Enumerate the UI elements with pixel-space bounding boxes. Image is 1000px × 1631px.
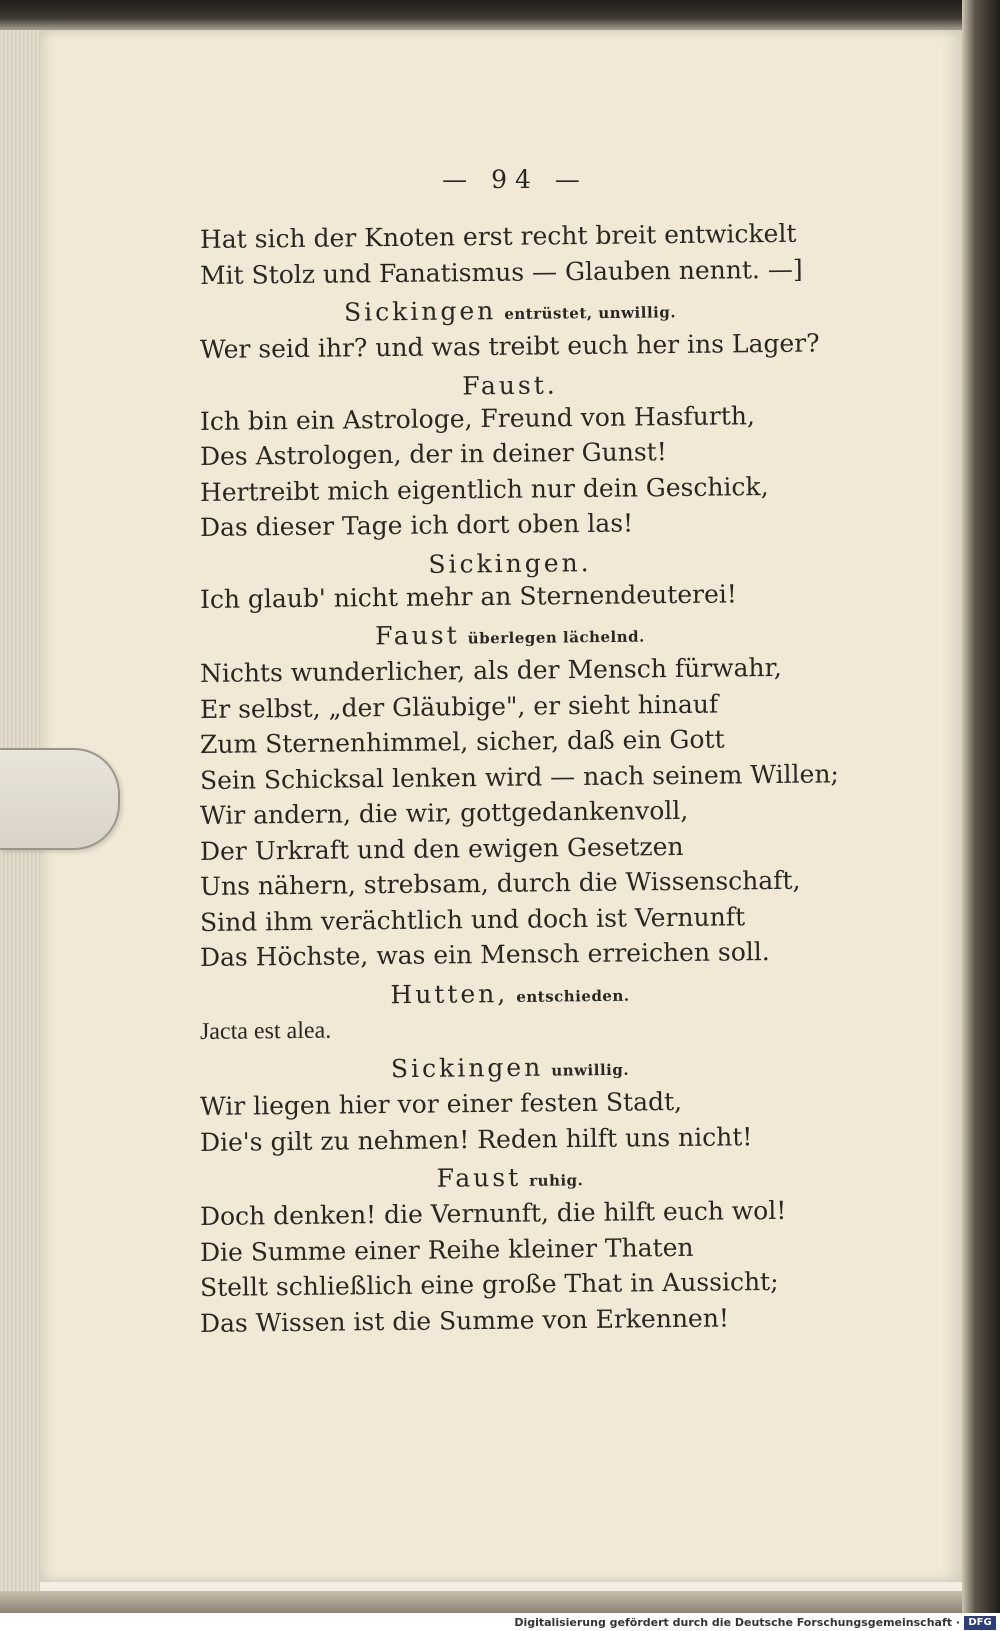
verse-line: Hat sich der Knoten erst recht breit entwickelt — [199, 218, 797, 254]
bookmark-tab — [0, 748, 120, 850]
verse-line: Die's gilt zu nehmen! Reden hilft uns nicht! — [199, 1121, 753, 1157]
verse-line: Das Höchste, was ein Mensch erreichen soll. — [199, 937, 770, 972]
book-cover-edge — [962, 0, 1000, 1631]
footer-bar — [0, 1613, 1000, 1631]
book-top-edge — [0, 0, 962, 30]
verse-line: Sein Schicksal lenken wird — nach seinem Willen; — [199, 758, 840, 795]
verse-line: Wir liegen hier vor einer festen Stadt, — [199, 1086, 683, 1121]
speaker-name: Sickingen. — [428, 547, 592, 579]
verse-line: Hertreibt mich eigentlich nur dein Geschick, — [199, 471, 769, 507]
verse-line: Wer seid ihr? und was treibt euch her ins Lager? — [199, 328, 820, 364]
speaker-name: Faust. — [462, 370, 558, 400]
speaker-name: Faust — [375, 620, 460, 651]
verse-line: Nichts wunderlicher, als der Mensch fürwahr, — [199, 652, 782, 688]
verse-line: Ich glaub' nicht mehr an Sternendeuterei! — [199, 578, 737, 614]
verse-line: Mit Stolz und Fanatismus — Glauben nennt. —] — [199, 254, 803, 290]
verse-line: Die Summe einer Reihe kleiner Thaten — [199, 1232, 694, 1267]
stage-direction: entschieden. — [516, 986, 630, 1006]
speaker-name: Sickingen — [343, 296, 497, 327]
verse-line: Das dieser Tage ich dort oben las! — [199, 508, 634, 542]
speaker-name: Hutten, — [390, 978, 509, 1009]
book-bottom-edge — [0, 1591, 962, 1613]
dfg-logo: DFG — [964, 1616, 996, 1630]
verse-line: Das Wissen ist die Summe von Erkennen! — [199, 1302, 730, 1338]
verse-line: Sind ihm verächtlich und doch ist Vernunft — [199, 901, 746, 937]
speaker-name: Faust — [436, 1162, 522, 1193]
verse-line: Der Urkraft und den ewigen Gesetzen — [199, 831, 684, 866]
verse-line: Ich bin ein Astrologe, Freund von Hasfurth, — [199, 400, 756, 436]
verse-line: Stellt schließlich eine große That in Aussicht; — [199, 1266, 779, 1302]
stage-direction: überlegen lächelnd. — [467, 627, 645, 648]
page-text — [199, 218, 840, 1341]
stage-direction: entrüstet, unwillig. — [504, 303, 677, 324]
stage-direction: unwillig. — [551, 1060, 630, 1080]
verse-line: Er selbst, „der Gläubige", er sieht hinauf — [199, 689, 719, 724]
verse-line: Zum Sternenhimmel, sicher, daß ein Gott — [199, 724, 725, 759]
verse-line: Jacta est alea. — [199, 1017, 332, 1045]
verse-line: Des Astrologen, der in deiner Gunst! — [199, 437, 667, 471]
speaker-name: Sickingen — [390, 1052, 544, 1084]
stage-direction: ruhig. — [529, 1171, 584, 1190]
verse-line: Uns nähern, strebsam, durch die Wissenschaft, — [199, 865, 801, 901]
footer-credit: Digitalisierung gefördert durch die Deutsche Forschungsgemeinschaft · — [514, 1616, 960, 1629]
verse-line: Doch denken! die Vernunft, die hilft euch wol! — [199, 1195, 787, 1231]
page-number: — 94 — — [442, 165, 588, 194]
verse-line: Wir andern, die wir, gottgedankenvoll, — [199, 795, 689, 830]
